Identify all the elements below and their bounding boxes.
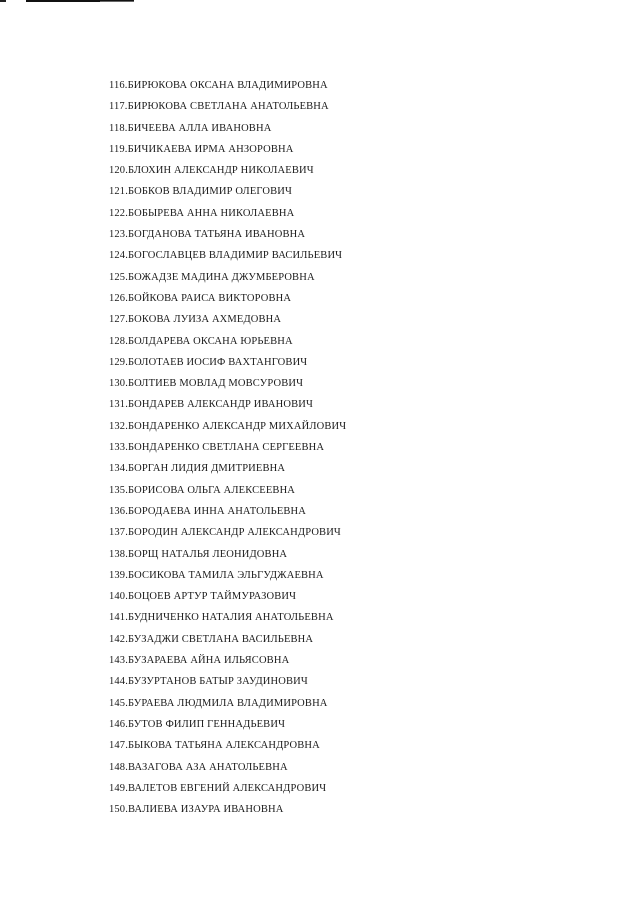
list-item: 143.БУЗАРАЕВА АЙНА ИЛЬЯСОВНА [109, 655, 290, 667]
list-item: 132.БОНДАРЕНКО АЛЕКСАНДР МИХАЙЛОВИЧ [109, 420, 347, 432]
list-item: 150.ВАЛИЕВА ИЗАУРА ИВАНОВНА [109, 804, 284, 816]
list-item: 135.БОРИСОВА ОЛЬГА АЛЕКСЕЕВНА [109, 484, 296, 496]
list-item: 122.БОБЫРЕВА АННА НИКОЛАЕВНА [109, 207, 295, 219]
list-item: 142.БУЗАДЖИ СВЕТЛАНА ВАСИЛЬЕВНА [109, 633, 314, 645]
list-item: 125.БОЖАДЗЕ МАДИНА ДЖУМБЕРОВНА [109, 271, 315, 283]
list-item: 127.БОКОВА ЛУИЗА АХМЕДОВНА [109, 314, 282, 326]
list-item: 129.БОЛОТАЕВ ИОСИФ ВАХТАНГОВИЧ [109, 356, 308, 368]
list-item: 141.БУДНИЧЕНКО НАТАЛИЯ АНАТОЛЬЕВНА [109, 612, 334, 624]
scan-top-rule-tail [100, 1, 134, 2]
list-item: 133.БОНДАРЕНКО СВЕТЛАНА СЕРГЕЕВНА [109, 442, 325, 454]
list-item: 134.БОРГАН ЛИДИЯ ДМИТРИЕВНА [109, 463, 286, 475]
list-item: 116.БИРЮКОВА ОКСАНА ВЛАДИМИРОВНА [109, 80, 328, 91]
list-item: 146.БУТОВ ФИЛИП ГЕННАДЬЕВИЧ [109, 718, 286, 730]
list-item: 145.БУРАЕВА ЛЮДМИЛА ВЛАДИМИРОВНА [109, 697, 328, 709]
list-item: 138.БОРЩ НАТАЛЬЯ ЛЕОНИДОВНА [109, 548, 288, 560]
list-item: 121.БОБКОВ ВЛАДИМИР ОЛЕГОВИЧ [109, 186, 292, 198]
list-item: 117.БИРЮКОВА СВЕТЛАНА АНАТОЛЬЕВНА [109, 101, 329, 113]
list-item: 136.БОРОДАЕВА ИННА АНАТОЛЬЕВНА [109, 505, 307, 517]
list-item: 147.БЫКОВА ТАТЬЯНА АЛЕКСАНДРОВНА [109, 740, 320, 752]
list-item: 144.БУЗУРТАНОВ БАТЫР ЗАУДИНОВИЧ [109, 676, 308, 688]
list-item: 137.БОРОДИН АЛЕКСАНДР АЛЕКСАНДРОВИЧ [109, 527, 341, 539]
list-item: 131.БОНДАРЕВ АЛЕКСАНДР ИВАНОВИЧ [109, 399, 313, 411]
list-item: 140.БОЦОЕВ АРТУР ТАЙМУРАЗОВИЧ [109, 591, 297, 603]
list-item: 119.БИЧИКАЕВА ИРМА АНЗОРОВНА [109, 143, 294, 155]
list-item: 124.БОГОСЛАВЦЕВ ВЛАДИМИР ВАСИЛЬЕВИЧ [109, 250, 343, 262]
list-item: 126.БОЙКОВА РАИСА ВИКТОРОВНА [109, 292, 292, 304]
list-item: 123.БОГДАНОВА ТАТЬЯНА ИВАНОВНА [109, 229, 306, 241]
list-item: 128.БОЛДАРЕВА ОКСАНА ЮРЬЕВНА [109, 335, 293, 347]
list-item: 118.БИЧЕЕВА АЛЛА ИВАНОВНА [109, 122, 272, 134]
list-item: 148.ВАЗАГОВА АЗА АНАТОЛЬЕВНА [109, 761, 288, 773]
list-item: 120.БЛОХИН АЛЕКСАНДР НИКОЛАЕВИЧ [109, 165, 314, 177]
list-item: 130.БОЛТИЕВ МОВЛАД МОВСУРОВИЧ [109, 378, 304, 390]
list-item: 139.БОСИКОВА ТАМИЛА ЭЛЬГУДЖАЕВНА [109, 569, 324, 581]
list-item: 149.ВАЛЕТОВ ЕВГЕНИЙ АЛЕКСАНДРОВИЧ [109, 782, 327, 794]
name-list [109, 78, 346, 823]
scan-corner-mark [0, 0, 6, 2]
